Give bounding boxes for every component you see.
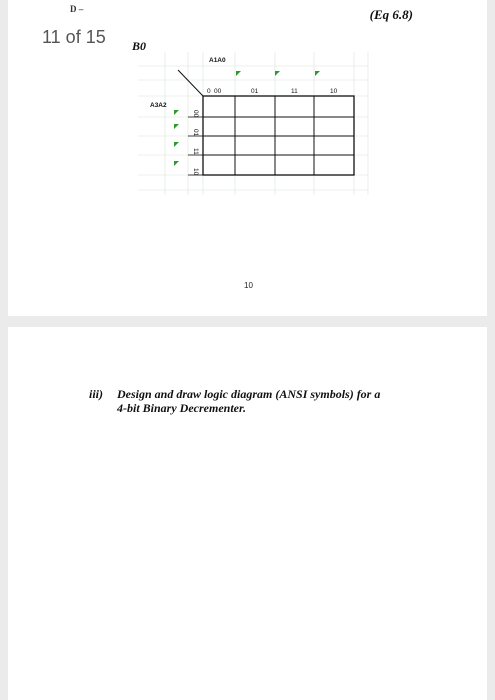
kmap-row-variable-label: A3A2 (150, 102, 167, 109)
question-text (89, 387, 449, 415)
spreadsheet-gridlines (138, 52, 368, 195)
kmap-row-code: 00 (192, 110, 199, 118)
row-header-edges (188, 117, 203, 175)
kmap-column-code: 10 (330, 88, 338, 95)
kmap-column-code: 00 (214, 88, 222, 95)
kmap-inner-lines (203, 96, 354, 175)
document-page-1 (8, 0, 487, 316)
question-line-2: 4-bit Binary Decrementer. (117, 401, 246, 415)
question-number: iii) (89, 387, 103, 401)
kmap-column-variable-label: A1A0 (209, 57, 226, 64)
kmap-row-code: 11 (192, 148, 199, 155)
kmap-diagonal-line (178, 70, 203, 96)
kmap-corner-code: 0 (207, 88, 211, 95)
question-line-1: Design and draw logic diagram (ANSI symbols) for a (117, 387, 381, 401)
kmap-row-code: 01 (192, 129, 199, 137)
cropped-heading-text: D – (70, 4, 84, 14)
kmap-grid (8, 0, 487, 316)
kmap-column-code: 01 (251, 88, 259, 95)
kmap-output-label: B0 (132, 39, 147, 53)
document-page-2 (8, 327, 487, 700)
page-number: 10 (244, 281, 253, 290)
kmap-column-code: 11 (291, 88, 298, 95)
equation-reference: (Eq 6.8) (369, 7, 413, 22)
page-counter: 11 of 15 (42, 27, 106, 47)
kmap-row-code: 10 (192, 168, 199, 176)
